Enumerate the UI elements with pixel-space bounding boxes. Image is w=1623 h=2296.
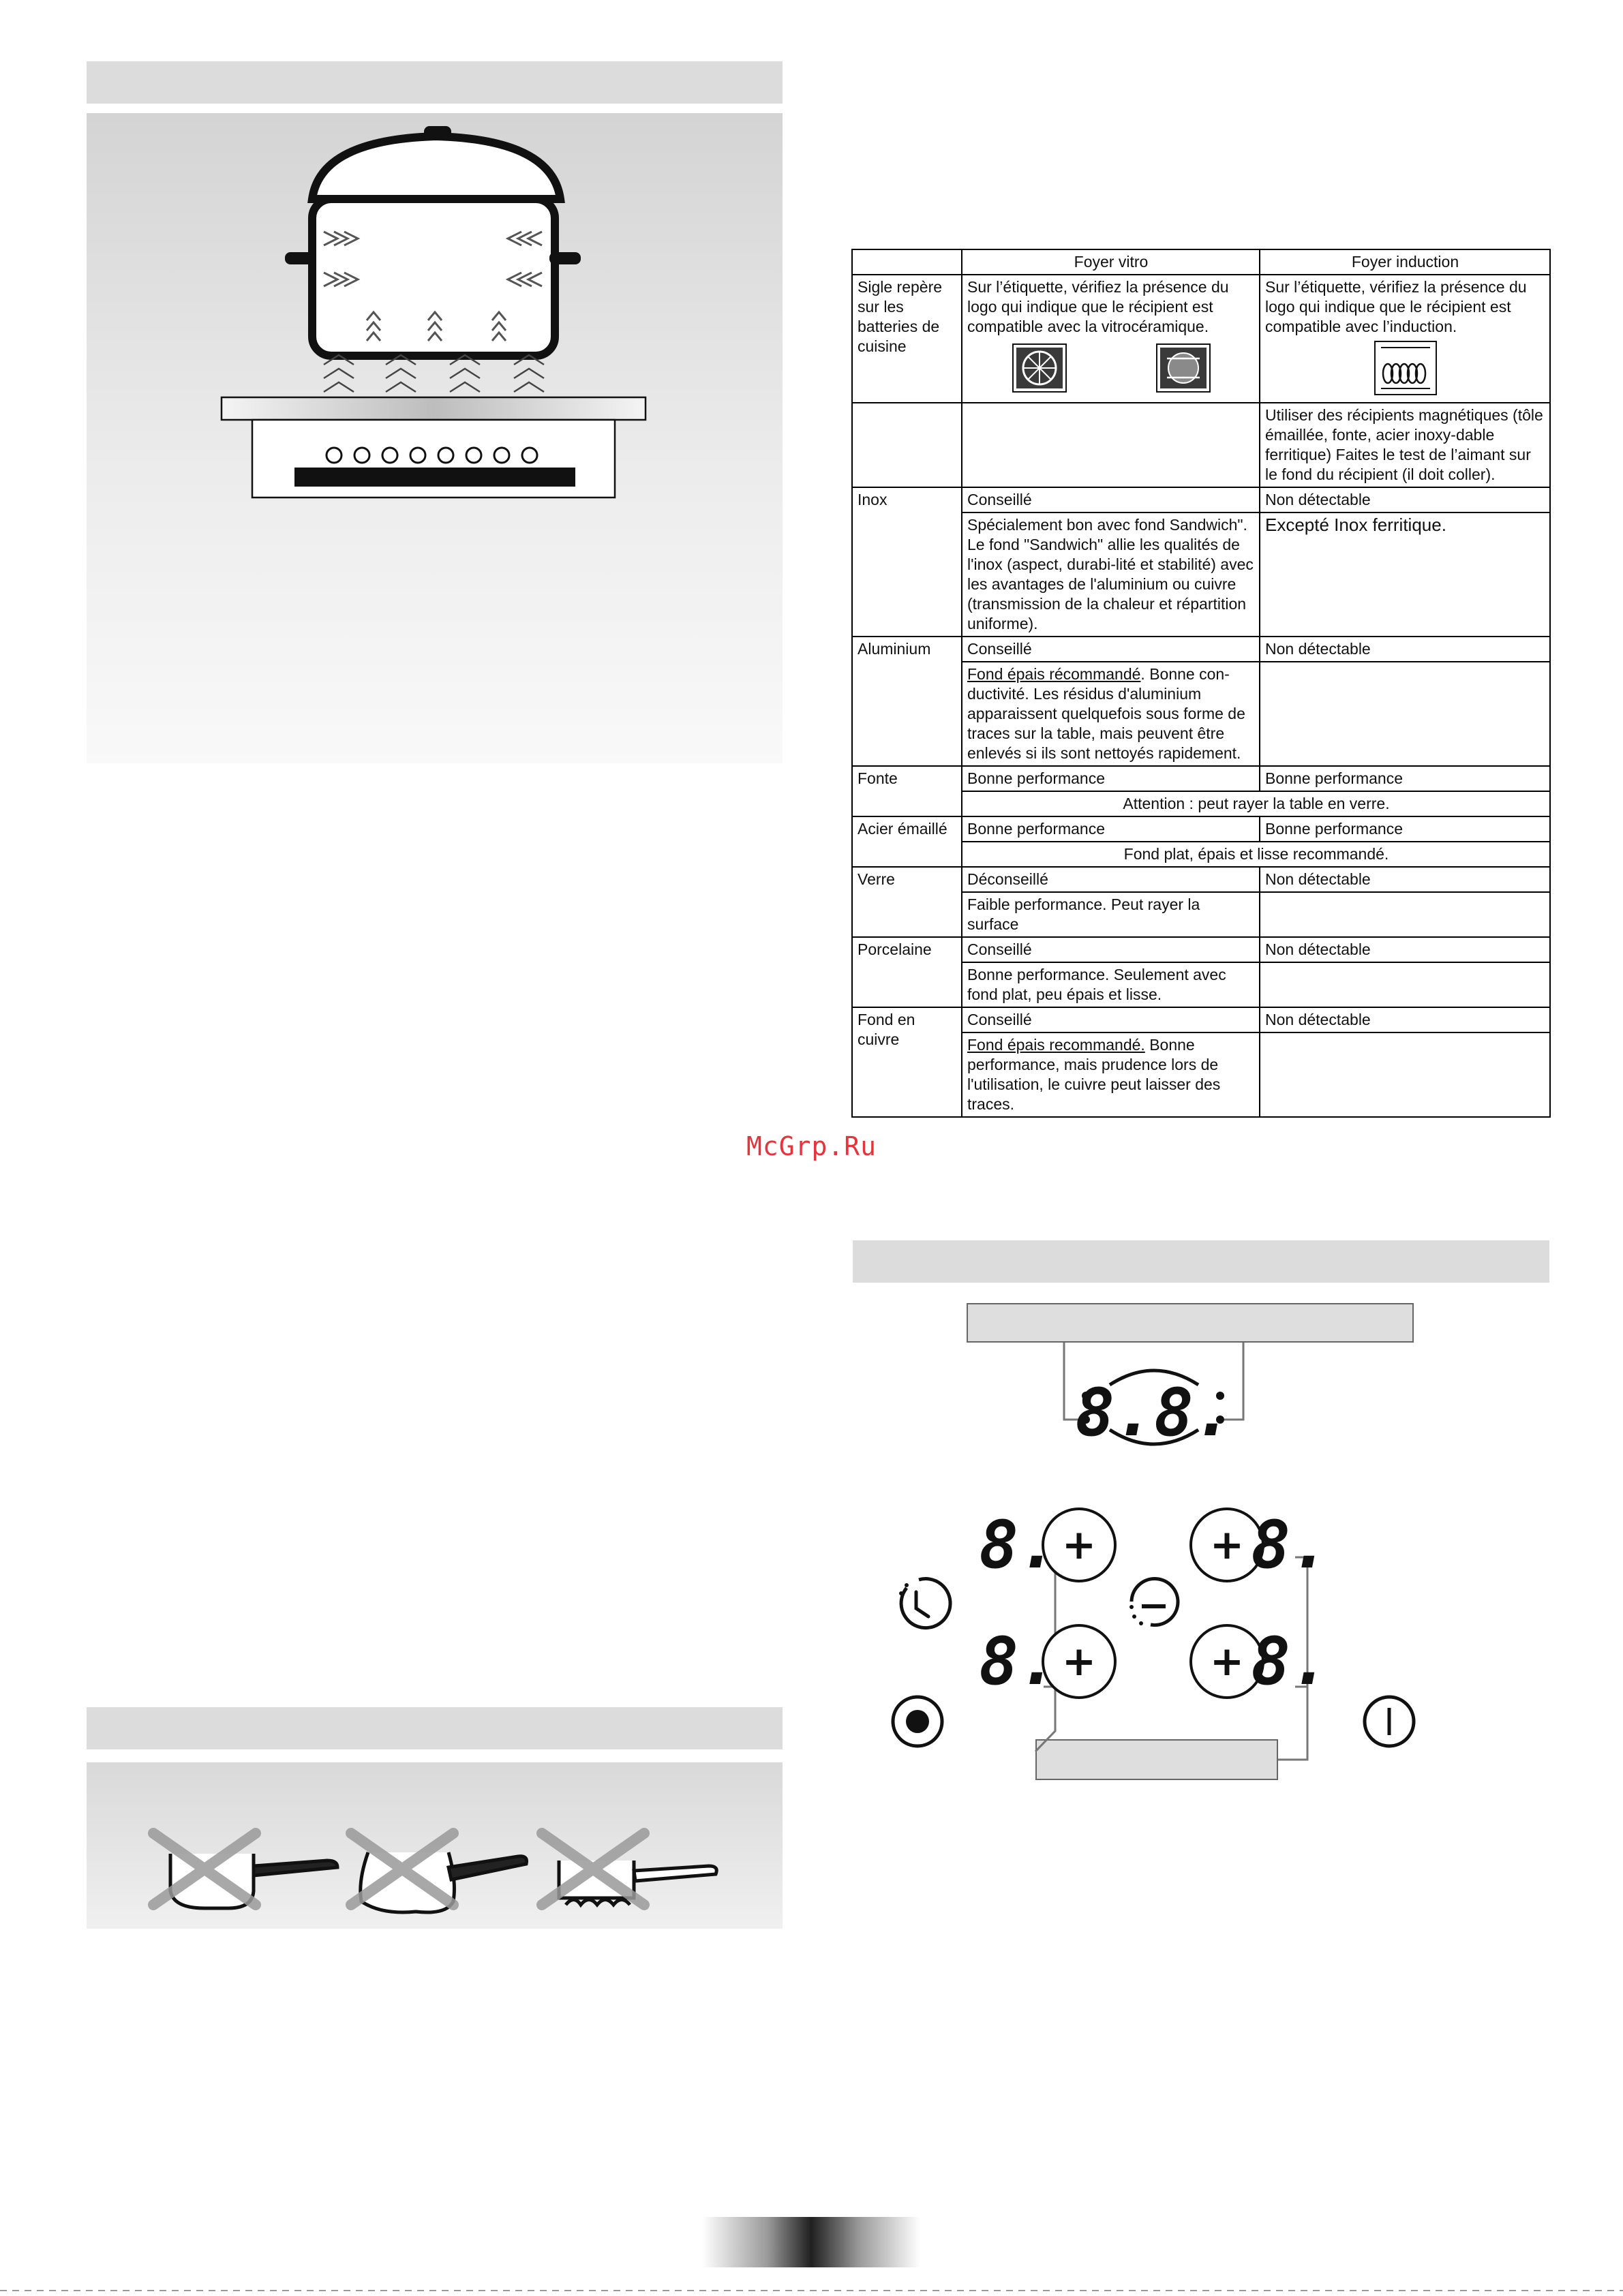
induction-cell: Utiliser des récipients magnétiques (tôle émaillée, fonte, acier inoxy-dable ferritique) Faites le test de l’aimant sur le fond du récipient (il doit coller). [1260,403,1550,487]
material-cell: Aluminium [852,637,962,766]
material-cell: Sigle repère sur les batteries de cuisine [852,275,962,403]
zone-display: 8. [979,1507,1058,1583]
bottom-dashed-rule [0,2290,1623,2291]
shared-note-cell: Attention : peut rayer la table en verre. [962,791,1550,816]
underlined-note: Fond épais recommandé. [967,1036,1145,1054]
vitro-cell: Bonne performance [962,766,1260,791]
table-header-induction: Foyer induction [1260,249,1550,275]
note-text: . Bonne con-ductivité. Les résidus d'aluminium apparaissent quelquefois sous forme de traces sur la table, mais peuvent être enlevés si ils sont nettoyés rapidement. [967,665,1245,762]
vitro-note-cell: Bonne performance. Seulement avec fond plat, peu épais et lisse. [962,962,1260,1007]
induction-cell: Bonne performance [1260,766,1550,791]
clock-icon[interactable] [899,1579,950,1628]
zone-display: 8. [1251,1623,1330,1700]
timer-display: 8.8. [1075,1375,1233,1451]
induction-text: Sur l’étiquette, vérifiez la présence du logo qui indique que le récipient est compatible avec l’induction. [1265,278,1527,335]
plus-icon: + [1209,1638,1245,1685]
induction-note-cell: Excepté Inox ferritique. [1260,512,1550,637]
plus-icon: + [1061,1638,1097,1685]
material-cell: Acier émaillé [852,816,962,867]
underlined-note: Fond épais récommandé [967,665,1141,683]
power-button[interactable] [1365,1697,1414,1746]
material-cell: Inox [852,487,962,637]
vitro-cell: Déconseillé [962,867,1260,892]
vitro-cell: Conseillé [962,637,1260,662]
watermark: McGrp.Ru [746,1131,877,1161]
lock-button[interactable] [893,1697,942,1746]
vitro-cell: Bonne performance [962,816,1260,842]
page-number-bar [702,2217,920,2267]
induction-cell: Non détectable [1260,937,1550,962]
induction-cell: Bonne performance [1260,816,1550,842]
plus-icon: + [1061,1521,1097,1569]
material-cell: Verre [852,867,962,937]
vitro-cell: Conseillé [962,1007,1260,1032]
vitro-cell: Conseillé [962,487,1260,512]
vitro-note-cell: Faible performance. Peut rayer la surface [962,892,1260,937]
note-text: Bonne performance, mais prudence lors de l'utilisation, le cuivre peut laisser des traces. [967,1036,1221,1113]
zone-display: 8. [1251,1507,1330,1583]
vitro-text: Sur l’étiquette, vérifiez la présence du logo qui indique que le récipient est compatible avec la vitrocéramique. [967,278,1229,335]
induction-cell: Non détectable [1260,487,1550,512]
minus-button[interactable] [1129,1579,1178,1625]
shared-note-cell: Fond plat, épais et lisse recommandé. [962,842,1550,867]
vitro-note-cell: Spécialement bon avec fond Sandwich". Le fond "Sandwich" allie les qualités de l'inox (aspect, durabi-lité et stabilité) avec les avantages de l'aluminium ou cuivre (transmission de la chaleur et répartition uniforme). [962,512,1260,637]
material-cell: Fond en cuivre [852,1007,962,1117]
material-cell: Fonte [852,766,962,816]
vitro-cell: Conseillé [962,937,1260,962]
induction-cell: Non détectable [1260,637,1550,662]
plus-icon: + [1209,1521,1245,1569]
material-cell: Porcelaine [852,937,962,1007]
induction-cell: Non détectable [1260,867,1550,892]
zone-display: 8. [979,1623,1058,1700]
induction-cell: Non détectable [1260,1007,1550,1032]
table-header-vitro: Foyer vitro [962,249,1260,275]
